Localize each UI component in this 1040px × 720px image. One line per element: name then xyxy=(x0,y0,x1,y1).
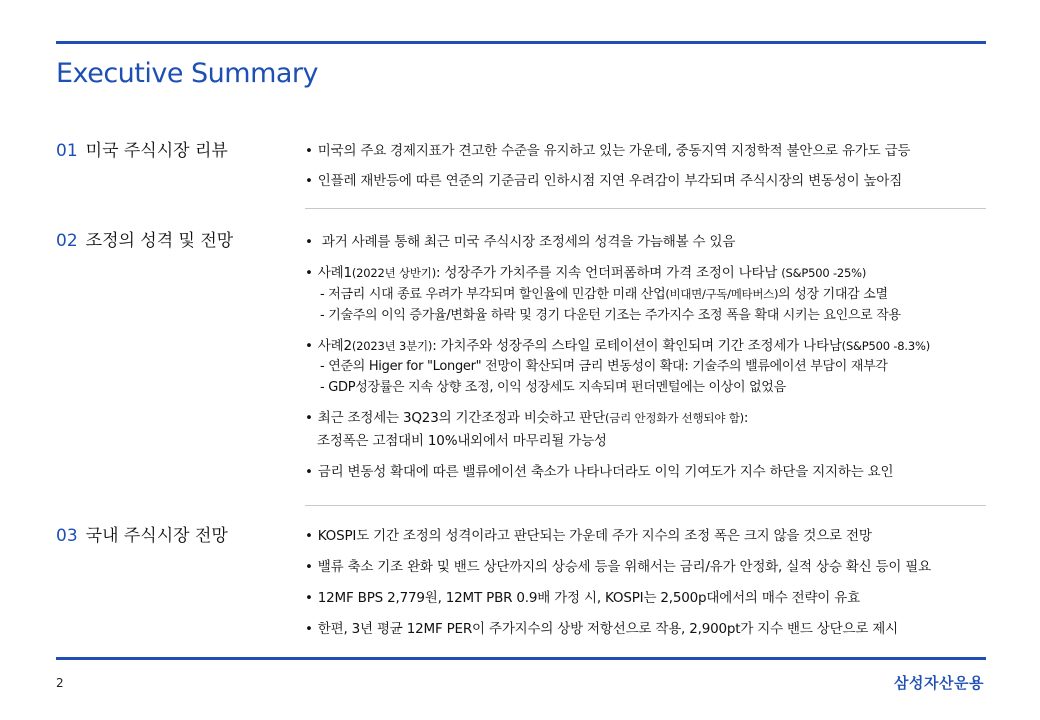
list-item-continued: 조정폭은 고점대비 10%내외에서 마무리될 가능성 xyxy=(317,433,607,449)
section-title: 조정의 성격 및 전망 xyxy=(85,231,234,251)
list-item: • 금리 변동성 확대에 따른 밸류에이션 축소가 나타나더라도 이익 기여도가 지수 하단을 지지하는 요인 xyxy=(305,464,894,480)
section-divider xyxy=(305,208,986,209)
section-number: 03 xyxy=(56,526,78,546)
sub-item: - GDP성장률은 지속 상향 조정, 이익 성장세도 지속되며 펀더멘털에는 이상이 없었음 xyxy=(320,380,786,395)
list-item: • 밸류 축소 기조 완화 및 밴드 상단까지의 상승세 등을 위해서는 금리/유가 안정화, 실적 상승 확신 등이 필요 xyxy=(305,559,931,575)
list-item: • 12MF BPS 2,779원, 12MT PBR 0.9배 가정 시, KOSPI는 2,500p대에서의 매수 전략이 유효 xyxy=(305,590,860,606)
page-number: 2 xyxy=(56,676,64,690)
section-number: 02 xyxy=(56,231,78,251)
list-item-case2: • 사례2(2023년 3분기): 가치주와 성장주의 스타일 로테이션이 확인되며 기간 조정세가 나타남(S&P500 -8.3%) xyxy=(305,338,931,354)
list-item: • 한편, 3년 평균 12MF PER이 주가지수의 상방 저항선으로 작용, 2,900pt가 지수 밴드 상단으로 제시 xyxy=(305,621,898,637)
bottom-rule xyxy=(56,657,986,660)
section-03-heading xyxy=(56,521,228,546)
list-item: • 과거 사례를 통해 최근 미국 주식시장 조정세의 성격을 가늠해볼 수 있음 xyxy=(305,234,736,250)
section-02-heading xyxy=(56,226,233,251)
list-item: • 최근 조정세는 3Q23의 기간조정과 비슷하고 판단(금리 안정화가 선행되야 함): xyxy=(305,410,749,426)
section-number: 01 xyxy=(56,141,78,161)
list-item: • 미국의 주요 경제지표가 견고한 수준을 유지하고 있는 가운데, 중동지역 지정학적 불안으로 유가도 급등 xyxy=(305,143,911,159)
list-item-case1: • 사례1(2022년 상반기): 성장주가 가치주를 지속 언더퍼폼하며 가격 조정이 나타남 (S&P500 -25%) xyxy=(305,265,867,281)
brand-logo: 삼성자산운용 xyxy=(894,674,984,692)
list-item: • 인플레 재반등에 따른 연준의 기준금리 인하시점 지연 우려감이 부각되며 주식시장의 변동성이 높아짐 xyxy=(305,173,903,189)
list-item: • KOSPI도 기간 조정의 성격이라고 판단되는 가운데 주가 지수의 조정 폭은 크지 않을 것으로 전망 xyxy=(305,528,872,544)
sub-item: - 연준의 Higer for "Longer" 전망이 확산되며 금리 변동성이 확대: 기술주의 밸류에이션 부담이 재부각 xyxy=(320,359,888,374)
page-title: Executive Summary xyxy=(56,58,319,89)
sub-item: - 기술주의 이익 증가율/변화율 하락 및 경기 다운턴 기조는 주가지수 조정 폭을 확대 시키는 요인으로 작용 xyxy=(320,308,901,323)
section-divider xyxy=(305,505,986,506)
section-01-heading xyxy=(56,136,228,161)
sub-item: - 저금리 시대 종료 우려가 부각되며 할인율에 민감한 미래 산업(비대면/구독/메타버스)의 성장 기대감 소멸 xyxy=(320,287,888,302)
top-rule xyxy=(56,41,986,44)
section-title: 국내 주식시장 전망 xyxy=(85,526,228,546)
section-title: 미국 주식시장 리뷰 xyxy=(85,141,228,161)
